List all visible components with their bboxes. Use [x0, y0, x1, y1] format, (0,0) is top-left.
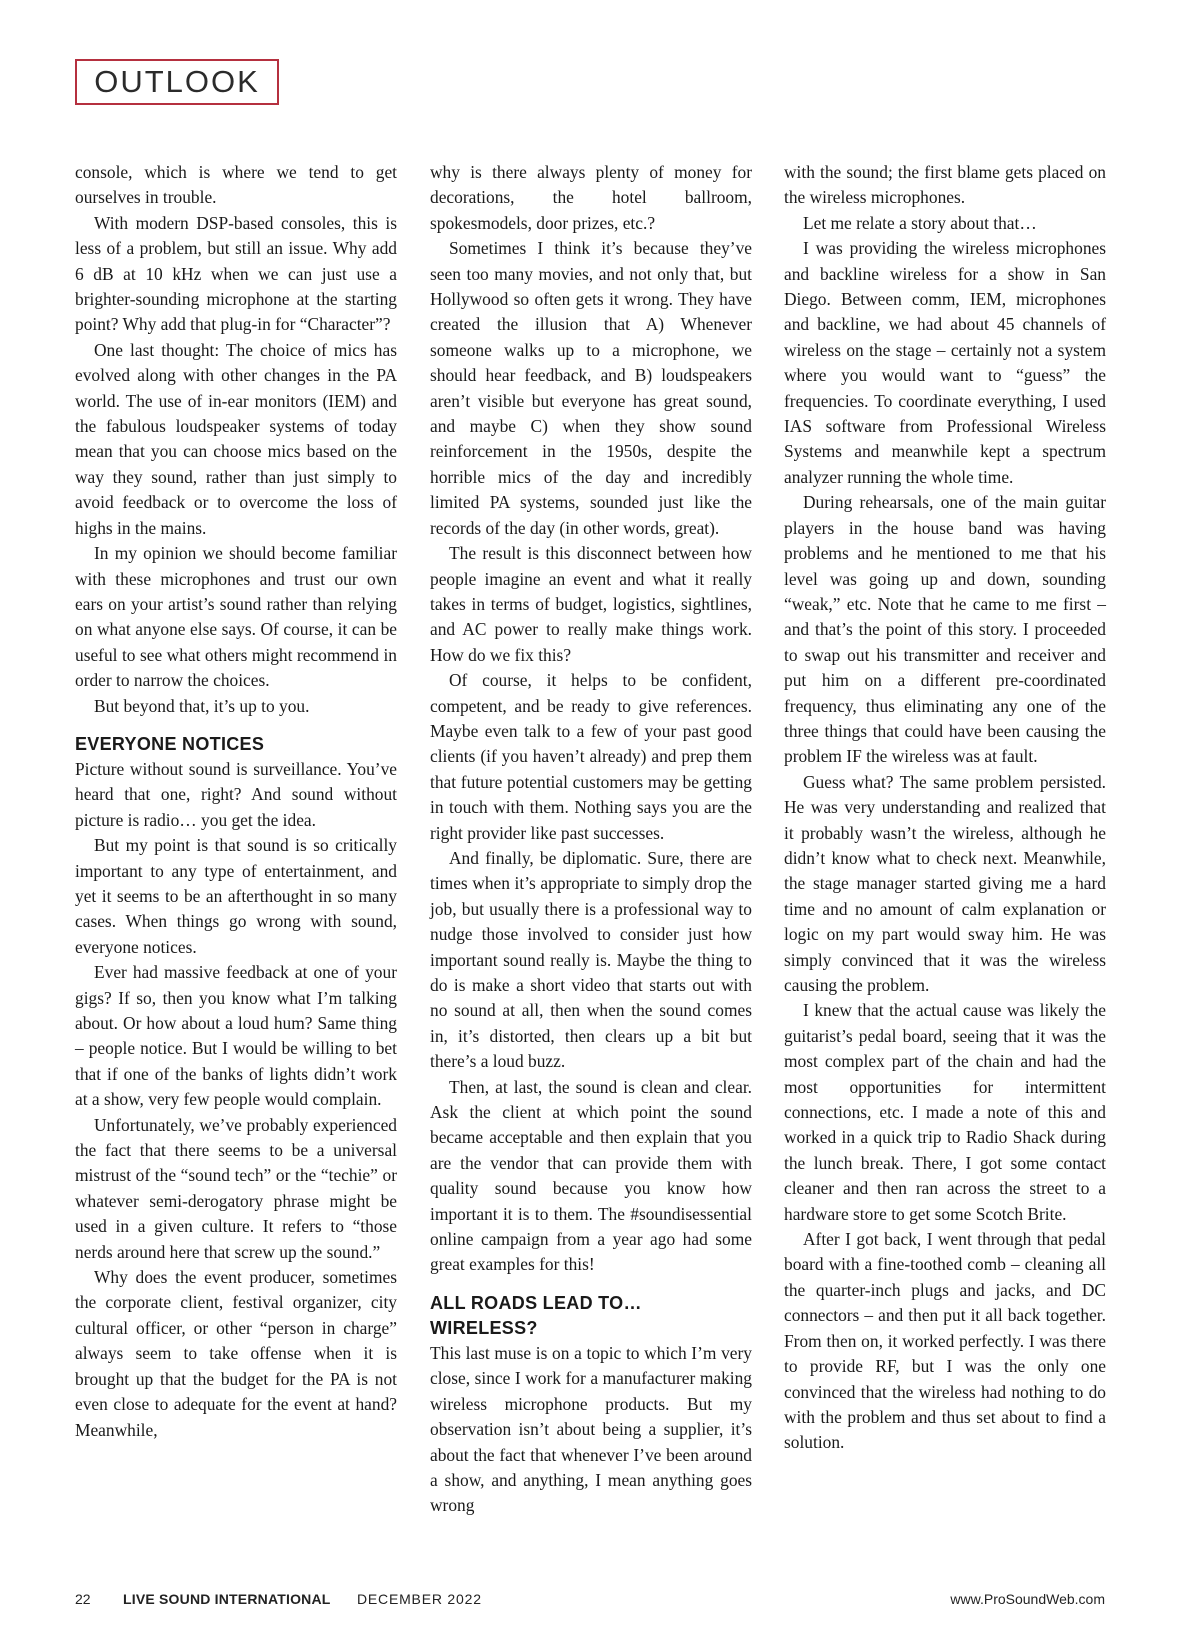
- issue-date: DECEMBER 2022: [357, 1591, 482, 1607]
- paragraph: I was providing the wireless microphones and backline wireless for a show in San Diego. Between comm, IEM, microphones and backline, we had about 45 channels of wireless on the stage – certainly not a system where you would want to “guess” the frequencies. To coordinate everything, I used IAS software from Professional Wireless Systems and meanwhile kept a spectrum analyzer running the whole time.: [784, 238, 1106, 487]
- section-heading: EVERYONE NOTICES: [75, 733, 265, 754]
- paragraph: Picture without sound is surveillance. You’ve heard that one, right? And sound without picture is radio… you get the idea.: [75, 758, 397, 830]
- section-label: OUTLOOK: [94, 64, 260, 99]
- paragraph: Ever had massive feedback at one of your gigs? If so, then you know what I’m talking about. Or how about a loud hum? Same thing – people notice. But I would be willing to bet that if one of the banks of lights didn’t work at a show, very few people would complain.: [75, 962, 397, 1110]
- paragraph: And finally, be diplomatic. Sure, there are times when it’s appropriate to simply drop the job, but usually there is a professional way to nudge those involved to consider just how important sound really is. Maybe the thing to do is make a short video that starts out with no sound at all, then when the sound comes in, it’s distorted, then clears up a bit but there’s a loud buzz.: [430, 847, 752, 1072]
- paragraph: Unfortunately, we’ve probably experienced the fact that there seems to be a universal mistrust of the “sound tech” or the “techie” or whatever semi-derogatory phrase might be used in a given culture. It refers to “those nerds around here that screw up the sound.”: [75, 1114, 397, 1262]
- paragraph: I knew that the actual cause was likely the guitarist’s pedal board, seeing that it was the most complex part of the chain and had the most opportunities for intermittent connections, etc. I made a note of this and worked in a quick trip to Radio Shack during the lunch break. There, I got some contact cleaner and then ran across the street to a hardware store to get some Scotch Brite.: [784, 1000, 1106, 1224]
- paragraph: Of course, it helps to be confident, competent, and be ready to give references. Maybe even talk to a few of your past good clients (if you haven’t already) and prep them that future potential customers may be getting in touch with them. Nothing says you are the right provider like past successes.: [430, 670, 752, 843]
- article-column-3: [784, 160, 1106, 1456]
- article-column-2: [430, 160, 752, 1519]
- paragraph: with the sound; the first blame gets placed on the wireless microphones.: [784, 162, 1106, 208]
- paragraph: One last thought: The choice of mics has evolved along with other changes in the PA world. The use of in-ear monitors (IEM) and the fabulous loudspeaker systems of today mean that you can choose mics based on the way they sound, rather than just simply to avoid feedback or to overcome the loss of highs in the mains.: [75, 339, 397, 538]
- paragraph: In my opinion we should become familiar with these microphones and trust our own ears on your artist’s sound rather than relying on what anyone else says. Of course, it can be useful to see what others might recommend in order to narrow the choices.: [75, 543, 397, 691]
- paragraph: Let me relate a story about that…: [803, 212, 1037, 233]
- paragraph: why is there always plenty of money for decorations, the hotel ballroom, spokesmodels, door prizes, etc.?: [430, 162, 752, 233]
- paragraph: console, which is where we tend to get ourselves in trouble.: [75, 162, 397, 208]
- paragraph: During rehearsals, one of the main guitar players in the house band was having problems and he mentioned to me that his level was going up and down, sounding “weak,” etc. Note that he came to me first – and that’s the point of this story. I proceeded to swap out his transmitter and receiver and put him on a different pre-coordinated frequency, thus eliminating any one of the three things that could have been causing the problem IF the wireless was at fault.: [784, 492, 1106, 767]
- paragraph: But beyond that, it’s up to you.: [94, 695, 310, 716]
- page-number: 22: [75, 1591, 91, 1607]
- section-label-box: [75, 59, 279, 105]
- paragraph: Sometimes I think it’s because they’ve seen too many movies, and not only that, but Hollywood so often gets it wrong. They have created the illusion that A) Whenever someone walks up to a microphone, we should hear feedback, and B) loudspeakers aren’t visible but everyone has great sound, and maybe C) when they show sound reinforcement in the 1950s, despite the horrible mics of the day and incredibly limited PA systems, sounded just like the records of the day (in other words, great).: [430, 238, 752, 538]
- article-column-1: [75, 160, 397, 1443]
- paragraph: This last muse is on a topic to which I’m very close, since I work for a manufacturer making wireless microphone products. But my observation isn’t about being a supplier, it’s about the fact that whenever I’ve been around a show, and anything, I mean anything goes wrong: [430, 1342, 752, 1516]
- paragraph: But my point is that sound is so critically important to any type of entertainment, and yet it seems to be an afterthought in so many cases. When things go wrong with sound, everyone notices.: [75, 835, 397, 957]
- paragraph: After I got back, I went through that pedal board with a fine-toothed comb – cleaning all the quarter-inch plugs and jacks, and DC connectors – and then put it all back together. From then on, it worked perfectly. I was there to provide RF, but I was the only one convinced that the wireless had nothing to do with the problem and thus set about to find a solution.: [784, 1229, 1106, 1453]
- page-footer: [75, 1591, 1105, 1611]
- magazine-name: LIVE SOUND INTERNATIONAL: [123, 1591, 331, 1607]
- paragraph: Guess what? The same problem persisted. He was very understanding and realized that it probably wasn’t the wireless, although he didn’t know what to check next. Meanwhile, the stage manager started giving me a hard time and no amount of calm explanation or logic on my part would sway him. He was simply convinced that it was the wireless causing the problem.: [784, 771, 1106, 995]
- paragraph: Why does the event producer, sometimes the corporate client, festival organizer, city cultural officer, or other “person in charge” always seem to take offense when it is brought up that the budget for the PA is not even close to adequate for the event at hand? Meanwhile,: [75, 1267, 397, 1440]
- section-heading: ALL ROADS LEAD TO… WIRELESS?: [430, 1292, 642, 1338]
- paragraph: The result is this disconnect between how people imagine an event and what it really takes in terms of budget, logistics, sightlines, and AC power to really make things work. How do we fix this?: [430, 543, 752, 665]
- website-link[interactable]: www.ProSoundWeb.com: [950, 1591, 1105, 1607]
- paragraph: Then, at last, the sound is clean and clear. Ask the client at which point the sound became acceptable and then explain that you are the vendor that can provide them with quality sound because you know how important it is to them. The #soundisessential online campaign from a year ago had some great examples for this!: [430, 1076, 752, 1275]
- paragraph: With modern DSP-based consoles, this is less of a problem, but still an issue. Why add 6 dB at 10 kHz when we can just use a brighter-sounding microphone at the starting point? Why add that plug-in for “Character”?: [75, 212, 397, 335]
